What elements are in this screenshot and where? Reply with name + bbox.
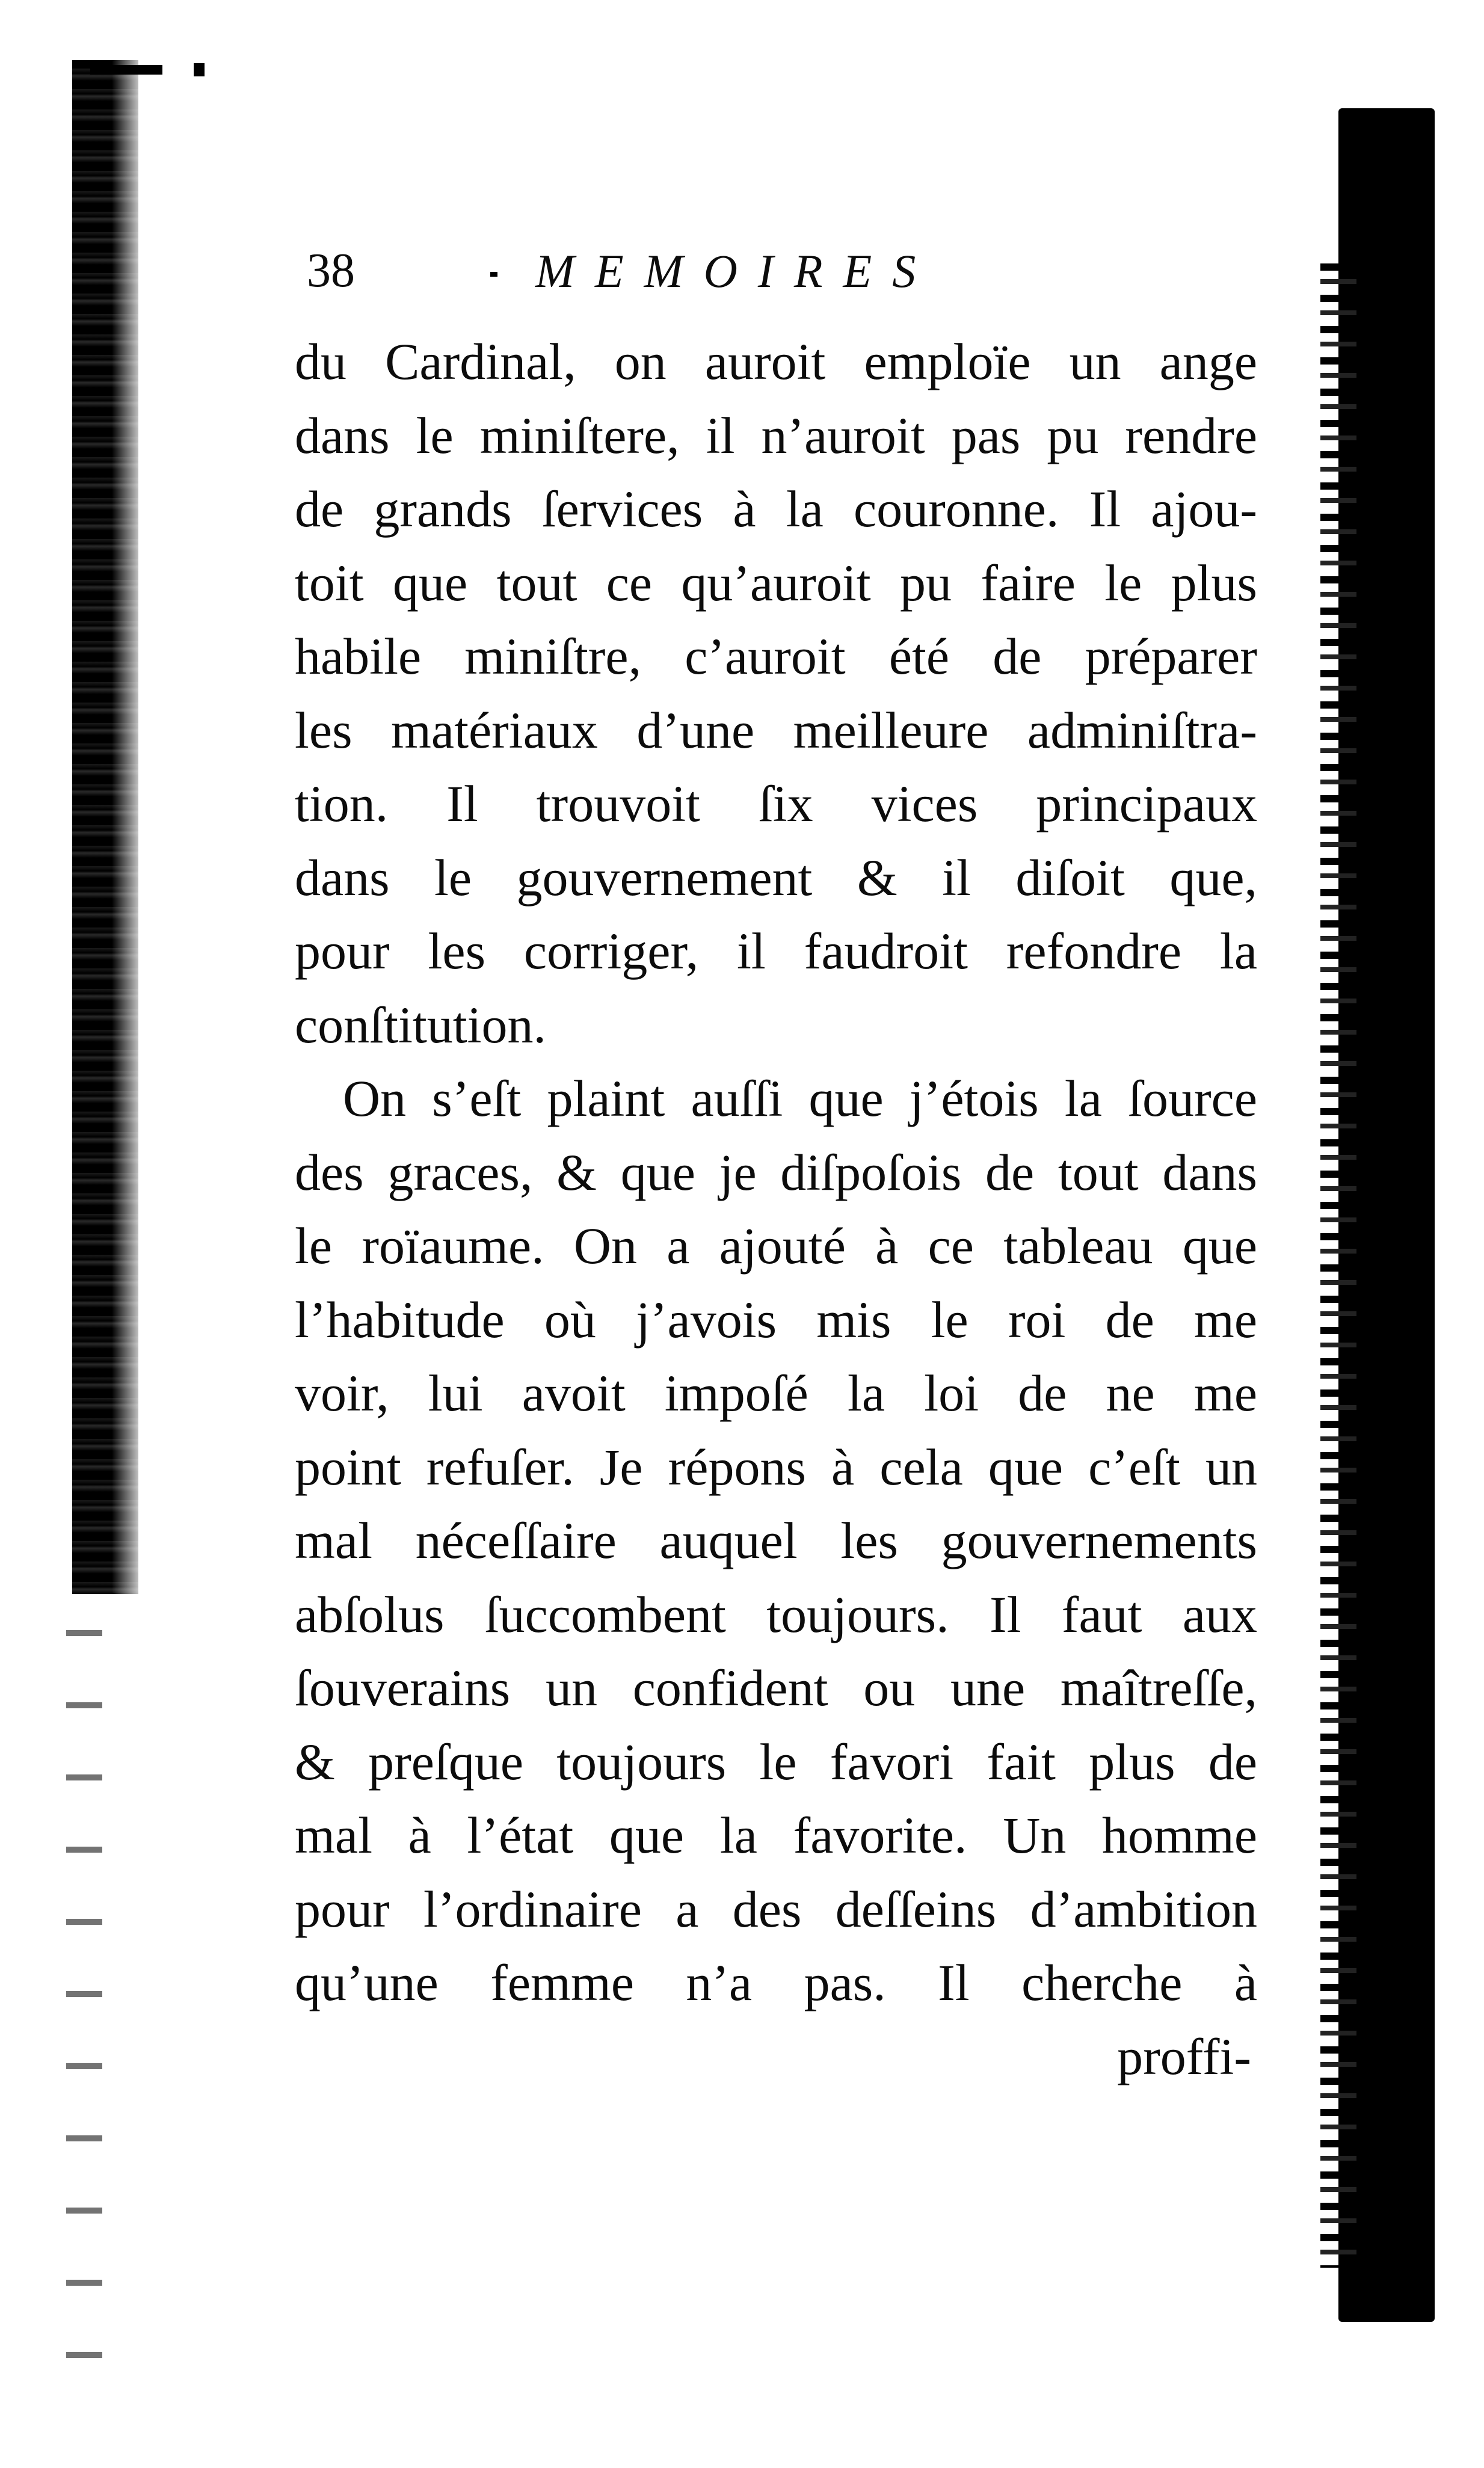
text-line: des graces, & que je diſpoſois de tout dans — [295, 1143, 1257, 1201]
left-gutter-shadow — [72, 60, 138, 1594]
text-line: les matériaux d’une meilleure adminiſtra- — [295, 701, 1257, 759]
head-separator-dot — [490, 272, 497, 277]
gutter-mark — [90, 65, 162, 75]
paragraph-2 — [295, 1062, 1257, 2020]
text-line: du Cardinal, on auroit emploïe un ange — [295, 333, 1257, 390]
text-line: pour l’ordinaire a des deſſeins d’ambition — [295, 1880, 1257, 1938]
text-line: tion. Il trouvoit ſix vices principaux — [295, 775, 1257, 832]
text-line: qu’une femme n’a pas. Il cherche à — [295, 1954, 1257, 2011]
running-head — [295, 235, 1257, 325]
text-line: pour les corriger, il faudroit refondre la — [295, 922, 1257, 980]
page-number: 38 — [307, 244, 355, 297]
text-line: ſouverains un confident ou une maîtreſſe, — [295, 1659, 1257, 1717]
text-line: dans le gouvernement & il diſoit que, — [295, 848, 1257, 906]
catchword: proffi- — [1117, 2027, 1251, 2085]
text-line: mal à l’état que la favorite. Un homme — [295, 1806, 1257, 1864]
text-line: de grands ſervices à la couronne. Il ajou- — [295, 480, 1257, 538]
text-line: dans le miniſtere, il n’auroit pas pu rendre — [295, 406, 1257, 464]
text-line: conſtitution. — [295, 996, 547, 1054]
gutter-fade — [66, 1594, 102, 2376]
page-body — [295, 235, 1257, 2093]
text-line: habile miniſtre, c’auroit été de préparer — [295, 627, 1257, 685]
text-line: l’habitude où j’avois mis le roi de me — [295, 1290, 1257, 1349]
text-line: voir, lui avoit impoſé la loi de ne me — [295, 1364, 1257, 1422]
text-line: & preſque toujours le favori fait plus de — [295, 1732, 1257, 1791]
paragraph-1 — [295, 325, 1257, 1062]
text-line: mal néceſſaire auquel les gouvernements — [295, 1512, 1257, 1569]
gutter-dot — [194, 63, 205, 76]
text-line: abſolus ſuccombent toujours. Il faut aux — [295, 1585, 1257, 1643]
running-head-title: MEMOIRES — [535, 245, 937, 297]
text-line: point refuſer. Je répons à cela que c’eſt un — [295, 1438, 1257, 1496]
text-line: toit que tout ce qu’auroit pu faire le plus — [295, 553, 1257, 612]
text-line: le roïaume. On a ajouté à ce tableau que — [295, 1217, 1257, 1275]
text-line: On s’eſt plaint auſſi que j’étois la ſource — [343, 1069, 1257, 1127]
right-edge-texture — [1320, 253, 1356, 2268]
